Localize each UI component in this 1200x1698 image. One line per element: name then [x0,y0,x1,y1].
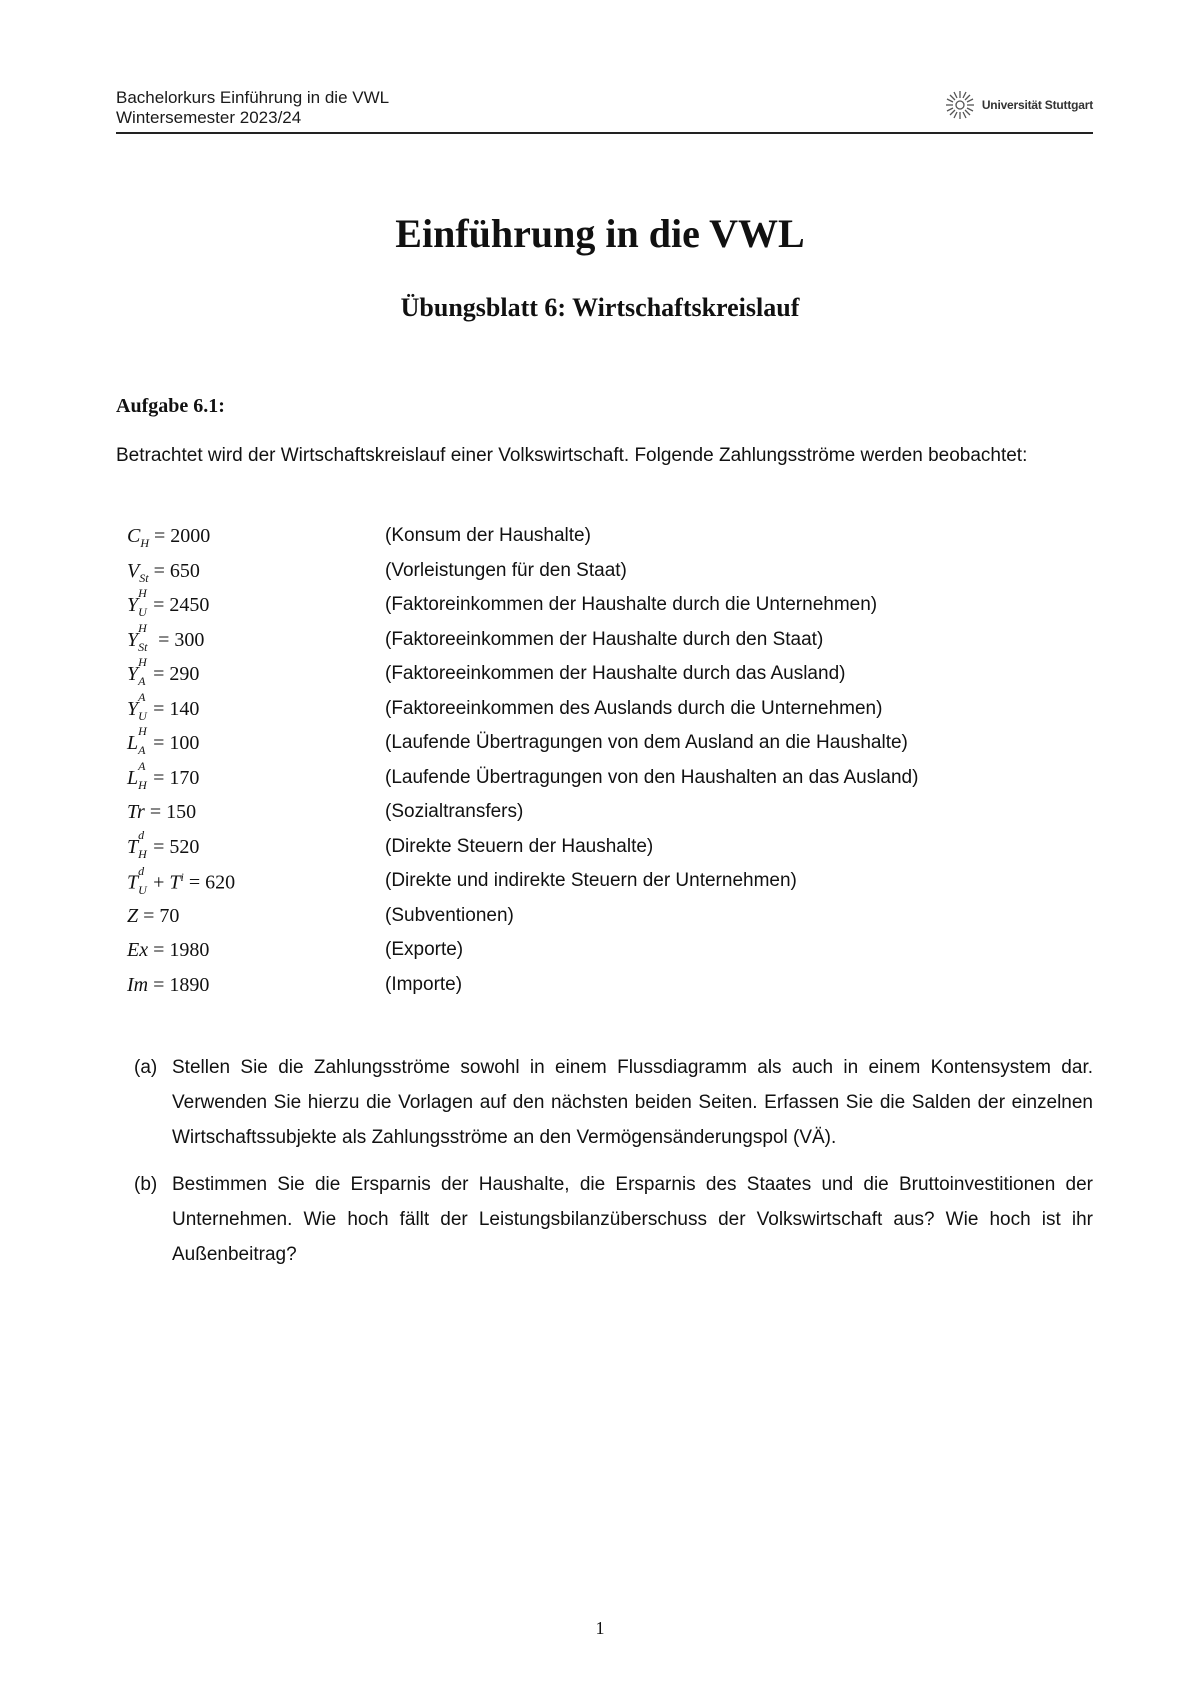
flow-equation: Y H St = 300 [127,620,205,654]
flow-row [127,521,1027,556]
flow-description: (Konsum der Haushalte) [385,525,591,546]
flow-equation: Z = 70 [127,904,180,927]
flow-equation: $C_H = 2000$ [127,525,211,550]
university-logo [945,90,1093,120]
flow-row [127,758,1027,798]
flow-row [127,689,1027,729]
flow-description: (Vorleistungen für den Staat) [385,559,627,581]
flow-equation: Y H U = 2450 [127,586,210,619]
flow-description: (Direkte und indirekte Steuern der Unternehmen) [385,870,797,891]
university-seal-icon [945,90,975,120]
flow-equation: L A H = 170 [127,758,200,792]
flow-description: (Laufende Übertragungen von dem Ausland an die Haushalte) [385,732,908,753]
flow-equation: Im = 1890 [127,973,210,996]
flow-row [127,827,1027,867]
item-label: (a) [134,1057,158,1078]
item-text: Stellen Sie die Zahlungsströme sowohl in einem Flussdiagramm als auch in einem Kontensystem dar. Verwenden Sie hierzu die Vorlagen auf den nächsten beiden Seiten. Erfassen Sie die Salden der einzelnen Wirtschaftssubjekte als Zahlungsströme an den Vermögensänderungspol (VÄ). [172,1057,1093,1148]
logo-text: Universität Stuttgart [981,98,1093,112]
flow-row [127,556,1027,591]
flow-equation: T d H = 520 [127,827,200,861]
flow-equation: Tr = 150 [127,801,197,823]
header-text [116,88,389,128]
flow-description: (Sozialtransfers) [385,801,524,822]
flow-description: (Faktoreeinkommen der Haushalte durch den Staat) [385,628,824,650]
flow-description: (Direkte Steuern der Haushalte) [385,835,654,857]
flow-row [127,797,1027,832]
header-divider [116,132,1093,134]
semester: Wintersemester 2023/24 [116,108,302,127]
flow-row [127,724,1027,763]
flow-description: (Exporte) [385,939,464,960]
course-name: Bachelorkurs Einführung in die VWL [116,88,390,107]
item-text: Bestimmen Sie die Ersparnis der Haushalte, die Ersparnis des Staates und die Bruttoinvestitionen der Unternehmen. Wie hoch fällt der Leistungsbilanzüberschuss der Volkswirtschaft aus? Wie hoch ist ihr Außenbeitrag? [172,1174,1093,1265]
flow-equation: Ex = 1980 [127,939,210,961]
flow-description: (Importe) [385,973,463,995]
page-title: Einführung in die VWL [395,211,805,256]
page-subtitle: Übungsblatt 6: Wirtschaftskreislauf [400,293,800,322]
flow-row [127,901,1027,936]
page-header [116,88,1093,134]
task-intro: Betrachtet wird der Wirtschaftskreislauf einer Volkswirtschaft. Folgende Zahlungsströme werden beobachtet: [116,445,1028,466]
flow-equation: $V_{St} = 650$ [127,559,200,585]
flow-row [127,655,1027,694]
flow-equation: Y H A = 290 [127,655,200,688]
flow-description: (Faktoreeinkommen des Auslands durch die Unternehmen) [385,697,883,719]
flow-row [127,935,1027,970]
flow-equation: T d U + $T^i = 620$ [127,863,236,897]
payment-flows-list [127,521,1027,1004]
flow-description: (Faktoreinkommen der Haushalte durch die Unternehmen) [385,594,878,615]
flow-row [127,586,1027,625]
flow-row [127,970,1027,1005]
flow-equation: L H A = 100 [127,724,200,757]
flow-description: (Faktoreeinkommen der Haushalte durch das Ausland) [385,663,846,684]
task-item-a [134,1050,1093,1155]
flow-description: (Laufende Übertragungen von den Haushalten an das Ausland) [385,766,919,788]
task-heading: Aufgabe 6.1: [116,395,225,417]
task-item-b [134,1167,1093,1272]
task-items [134,1050,1093,1284]
flow-row [127,620,1027,660]
item-label: (b) [134,1174,158,1195]
page-number: 1 [595,1618,605,1638]
flow-description: (Subventionen) [385,904,514,926]
flow-equation: Y A U = 140 [127,689,200,723]
flow-row [127,863,1027,901]
